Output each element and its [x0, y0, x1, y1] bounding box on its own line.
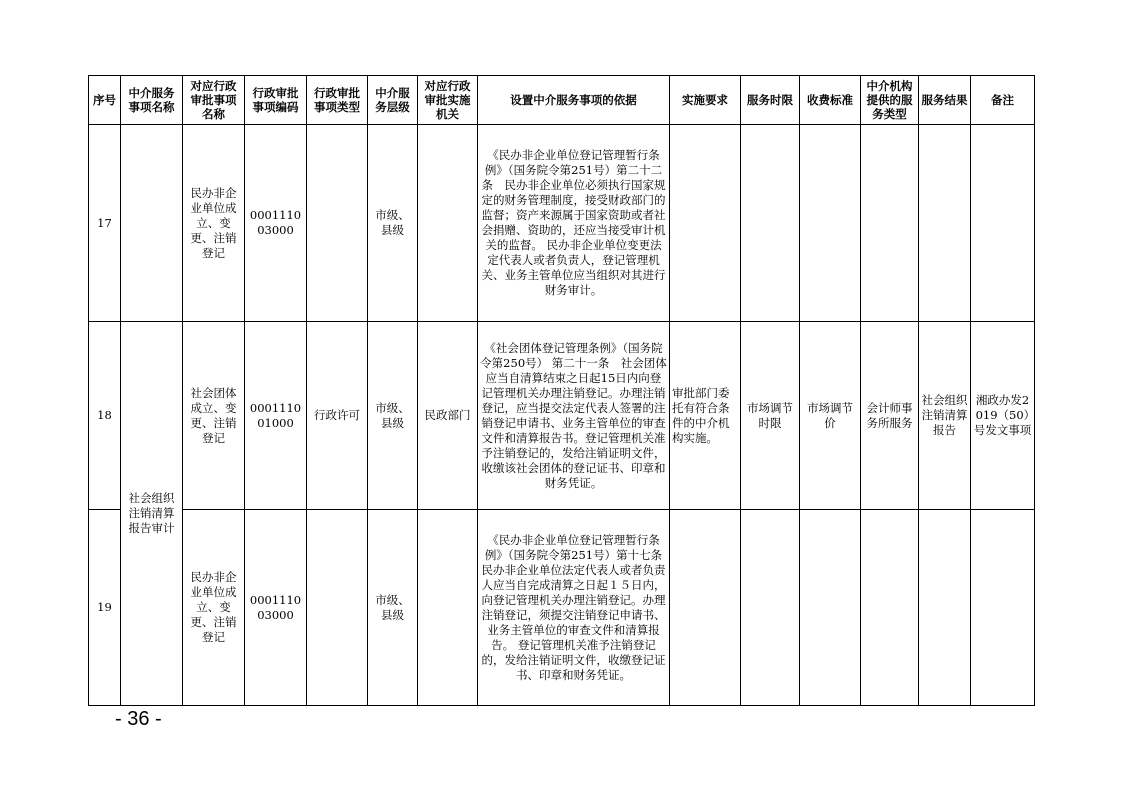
agency-cell: 民政部门 [418, 322, 478, 510]
approval-name-cell: 民办非企业单位成立、变更、注销登记 [183, 125, 245, 322]
row-seq: 17 [89, 125, 121, 322]
provider-type-cell: 会计师事务所服务 [861, 322, 919, 510]
approval-code-cell: 000111003000 [245, 510, 307, 706]
row-seq: 18 [89, 322, 121, 510]
header-basis: 设置中介服务事项的依据 [478, 76, 670, 125]
service-level-cell: 市级、县级 [368, 510, 418, 706]
result-cell: 社会组织注销清算报告 [919, 322, 971, 510]
approval-type-cell [307, 125, 368, 322]
header-seq: 序号 [89, 76, 121, 125]
basis-cell: 《社会团体登记管理条例》（国务院令第250号） 第二十一条 社会团体应当自清算结束之日起15日内向登记管理机关办理注销登记。办理注销登记，应当提交法定代表人签署的注销登记申请书、业务主管单位的审查文件和清算报告书。登记管理机关准予注销登记的，发给注销证明文件，收缴该社会团体的登记证书、印章和财务凭证。 [478, 322, 670, 510]
header-provider-type: 中介机构提供的服务类型 [861, 76, 919, 125]
header-approval-type: 行政审批事项类型 [307, 76, 368, 125]
header-requirement: 实施要求 [670, 76, 741, 125]
header-service-level: 中介服务层级 [368, 76, 418, 125]
service-level-cell: 市级、县级 [368, 125, 418, 322]
fee-cell [800, 125, 861, 322]
header-time-limit: 服务时限 [741, 76, 800, 125]
approval-name-cell: 民办非企业单位成立、变更、注销登记 [183, 510, 245, 706]
remark-cell [971, 125, 1035, 322]
approval-type-cell [307, 510, 368, 706]
header-fee: 收费标准 [800, 76, 861, 125]
service-name-cell: 社会组织注销清算报告审计 [121, 322, 183, 706]
header-service-name: 中介服务事项名称 [121, 76, 183, 125]
time-limit-cell [741, 510, 800, 706]
time-limit-cell [741, 125, 800, 322]
header-agency: 对应行政审批实施机关 [418, 76, 478, 125]
result-cell [919, 510, 971, 706]
requirement-cell [670, 510, 741, 706]
agency-cell [418, 510, 478, 706]
service-name-cell [121, 125, 183, 322]
requirement-cell: 审批部门委托有符合条件的中介机构实施。 [670, 322, 741, 510]
basis-cell: 《民办非企业单位登记管理暂行条例》（国务院令第251号）第十七条 民办非企业单位法定代表人或者负责人应当自完成清算之日起１５日内，向登记管理机关办理注销登记。办理注销登记，须提交注销登记申请书、业务主管单位的审查文件和清算报告。 登记管理机关准予注销登记的，发给注销证明文件，收缴登记证书、印章和财务凭证。 [478, 510, 670, 706]
remark-cell [971, 510, 1035, 706]
table-row [89, 125, 1035, 322]
basis-cell: 《民办非企业单位登记管理暂行条例》（国务院令第251号）第二十二条 民办非企业单位必须执行国家规定的财务管理制度，接受财政部门的监督；资产来源属于国家资助或者社会捐赠、资助的，还应当接受审计机关的监督。 民办非企业单位变更法定代表人或者负责人，登记管理机关、业务主管单位应当组织对其进行财务审计。 [478, 125, 670, 322]
time-limit-cell: 市场调节时限 [741, 322, 800, 510]
fee-cell [800, 510, 861, 706]
row-seq: 19 [89, 510, 121, 706]
table-row [89, 510, 1035, 706]
agency-cell [418, 125, 478, 322]
page-number: - 36 - [115, 708, 162, 730]
result-cell [919, 125, 971, 322]
service-level-cell: 市级、县级 [368, 322, 418, 510]
approval-name-cell: 社会团体成立、变更、注销登记 [183, 322, 245, 510]
approval-code-cell: 000111003000 [245, 125, 307, 322]
approval-code-cell: 000111001000 [245, 322, 307, 510]
header-approval-code: 行政审批事项编码 [245, 76, 307, 125]
provider-type-cell [861, 125, 919, 322]
table-row [89, 322, 1035, 510]
remark-cell: 湘政办发2019（50）号发文事项 [971, 322, 1035, 510]
intermediary-services-table [88, 75, 1035, 706]
header-remark: 备注 [971, 76, 1035, 125]
table-header-row [89, 76, 1035, 125]
fee-cell: 市场调节价 [800, 322, 861, 510]
approval-type-cell: 行政许可 [307, 322, 368, 510]
header-result: 服务结果 [919, 76, 971, 125]
requirement-cell [670, 125, 741, 322]
provider-type-cell [861, 510, 919, 706]
header-approval-name: 对应行政审批事项名称 [183, 76, 245, 125]
